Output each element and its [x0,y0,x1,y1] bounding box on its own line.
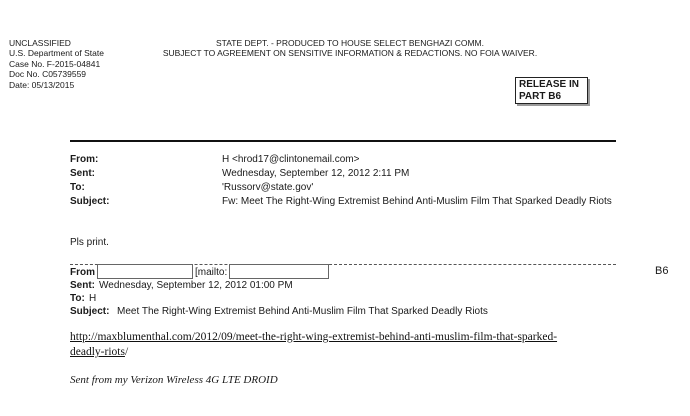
redaction-box [229,264,329,279]
production-notice: STATE DEPT. - PRODUCED TO HOUSE SELECT BENGHAZI COMM. [216,38,484,48]
fwd-mailto: [mailto: [195,267,228,278]
doc-header-center [150,38,550,59]
article-link-continuation [70,346,128,358]
fwd-to-value: H [89,293,97,304]
article-link[interactable]: http://maxblumenthal.com/2012/09/meet-the-right-wing-extremist-behind-anti-muslim-film-that-sparked- [70,331,558,343]
to-value: 'Russorv@state.gov' [222,182,314,193]
sent-value: Wednesday, September 12, 2012 2:11 PM [222,168,410,179]
doc-header-left [9,38,104,90]
header-divider [70,140,616,142]
doc-number: Doc No. C05739559 [9,69,87,80]
from-label: From: [70,154,99,165]
b6-exemption-marker: B6 [655,265,669,277]
department-label: U.S. Department of State [9,48,104,59]
fwd-to-label: To: [70,293,85,304]
fwd-subject-label: Subject: [70,306,110,317]
fwd-from-label: From [70,267,95,278]
release-stamp [515,77,588,104]
classification-label: UNCLASSIFIED [9,38,71,48]
signature: Sent from my Verizon Wireless 4G LTE DROID [70,374,278,386]
subject-value: Fw: Meet The Right-Wing Extremist Behind Anti-Muslim Film That Sparked Deadly Riots [222,196,612,207]
link-trailing-slash: / [124,346,129,358]
agreement-notice: SUBJECT TO AGREEMENT ON SENSITIVE INFORMATION & REDACTIONS. NO FOIA WAIVER. [162,48,538,59]
to-label: To: [70,182,85,193]
fwd-sent-label: Sent: [70,280,95,291]
release-line-2: PART B6 [519,90,562,102]
fwd-sent-value: Wednesday, September 12, 2012 01:00 PM [99,280,293,291]
from-value: H <hrod17@clintonemail.com> [222,154,360,165]
case-number: Case No. F-2015-04841 [9,58,101,69]
redaction-box [97,264,193,279]
subject-label: Subject: [70,196,110,207]
article-link-tail[interactable]: deadly-riots [70,346,125,358]
fwd-subject-value: Meet The Right-Wing Extremist Behind Anti-Muslim Film That Sparked Deadly Riots [117,306,488,317]
release-line-1: RELEASE IN [519,79,580,90]
sent-label: Sent: [70,168,95,179]
doc-date: Date: 05/13/2015 [9,79,75,90]
email-body: Pls print. [70,237,109,248]
